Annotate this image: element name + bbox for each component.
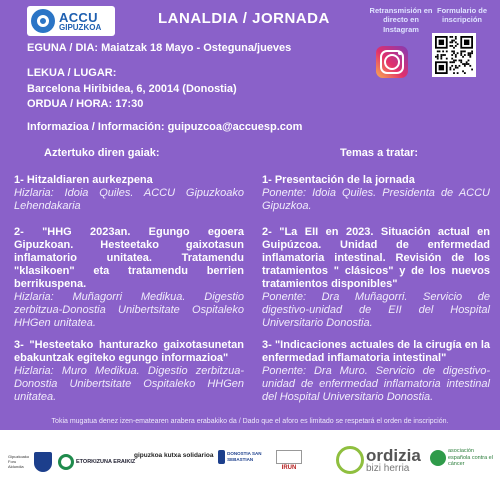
logo-line1: ACCU [59, 9, 98, 25]
topic-title: 2- "HHG 2023an. Egungo egoera Gipuzkoan. Hesteetako gaixotasun inflamatorio unitatea. Tratamendu "klasikoen" eta tratamendu berrien berrikuspena. [14, 226, 244, 290]
topic-item [14, 174, 244, 213]
sponsor-kutxa: gipuzkoa kutxa solidarioa [134, 452, 214, 459]
form-note: Formulario de inscripción [436, 6, 487, 25]
sponsor-gipuzkoa-foru: Gipuzkoako Foru Aldundia [8, 454, 30, 469]
page-title: LANALDIA / JORNADA [158, 10, 330, 27]
topic-speaker: Ponente: Idoia Quiles. Presidenta de ACCU Gipuzkoa. [262, 187, 490, 212]
sponsor-donostia: DONOSTIA SAN SEBASTIAN [218, 450, 264, 464]
place-label: LEKUA / LUGAR: [27, 67, 117, 79]
topic-speaker: Hizlaria: Muñagorri Medikua. Digestio zerbitzua-Donostia Unibertsitate Ospitaleko HHGen unitatea. [14, 291, 244, 329]
topic-title: 2- "La EII en 2023. Situación actual en Guipúzcoa. Unidad de enfermedad inflamatoria intestinal. Revisión de los tratamientos " clásicos" y de los nuevos tratamientos disponibles" [262, 226, 490, 290]
right-heading: Temas a tratar: [340, 147, 419, 159]
instagram-note: Retransmisión en directo en Instagram [369, 6, 433, 34]
instagram-icon[interactable] [376, 46, 408, 78]
topic-item [14, 339, 244, 404]
sponsor-irun: IRUN [276, 450, 302, 471]
topic-speaker: Ponente: Dra Muñagorri. Servicio de digestivo-unidad de EII del Hospital Universitario Donostia. [262, 291, 490, 329]
topic-item [14, 226, 244, 330]
logo-line2: GIPUZKOA [59, 22, 102, 32]
topic-item [262, 339, 490, 404]
topic-title: 1- Presentación de la jornada [262, 174, 415, 186]
sponsor-bar [0, 430, 500, 500]
event-address: Barcelona Hiribidea, 6, 20014 (Donostia) [27, 83, 237, 95]
sponsor-ordizia: ordizia bizi herria [336, 446, 421, 474]
capacity-note: Tokia mugatua denez izen-ematearen arabera erabakiko da / Dado que el aforo es limitado se respetará el orden de inscripción. [51, 418, 449, 425]
event-time: ORDUA / HORA: 17:30 [27, 98, 144, 110]
topic-item [262, 174, 490, 213]
topic-speaker: Hizlaria: Muro Medikua. Digestio zerbitzua-Donostia Unibertsitate Ospitaleko HHGen unitatea. [14, 365, 244, 403]
left-heading: Aztertuko diren gaiak: [44, 147, 160, 159]
accu-logo [27, 6, 115, 36]
event-date: EGUNA / DIA: Maiatzak 18 Mayo - Osteguna/jueves [27, 42, 292, 54]
sponsor-etorkizuna: ETORKIZUNA ERAIKIZ [58, 454, 135, 470]
qr-code[interactable] [432, 33, 476, 77]
contact-info[interactable]: Informazioa / Información: guipuzcoa@accuesp.com [27, 121, 303, 133]
sponsor-shield-logo [34, 452, 52, 472]
topic-title: 3- "Hesteetako hanturazko gaixotasunetan ebakuntzak egiteko egungo informazioa" [14, 339, 244, 364]
accu-logo-icon [31, 9, 55, 33]
topic-item [262, 226, 490, 330]
sponsor-aecc: asociación española contra el cáncer [430, 448, 496, 468]
topic-speaker: Ponente: Dra Muro. Servicio de digestivo-unidad de enfermedad inflamatoria intestinal del Hospital Universitario Donostia. [262, 365, 490, 403]
topic-title: 1- Hitzaldiaren aurkezpena [14, 174, 153, 186]
topic-speaker: Hizlaria: Idoia Quiles. ACCU Gipuzkoako Lehendakaria [14, 187, 244, 212]
topic-title: 3- "Indicaciones actuales de la cirugía en la enfermedad inflamatoria intestinal" [262, 339, 490, 364]
